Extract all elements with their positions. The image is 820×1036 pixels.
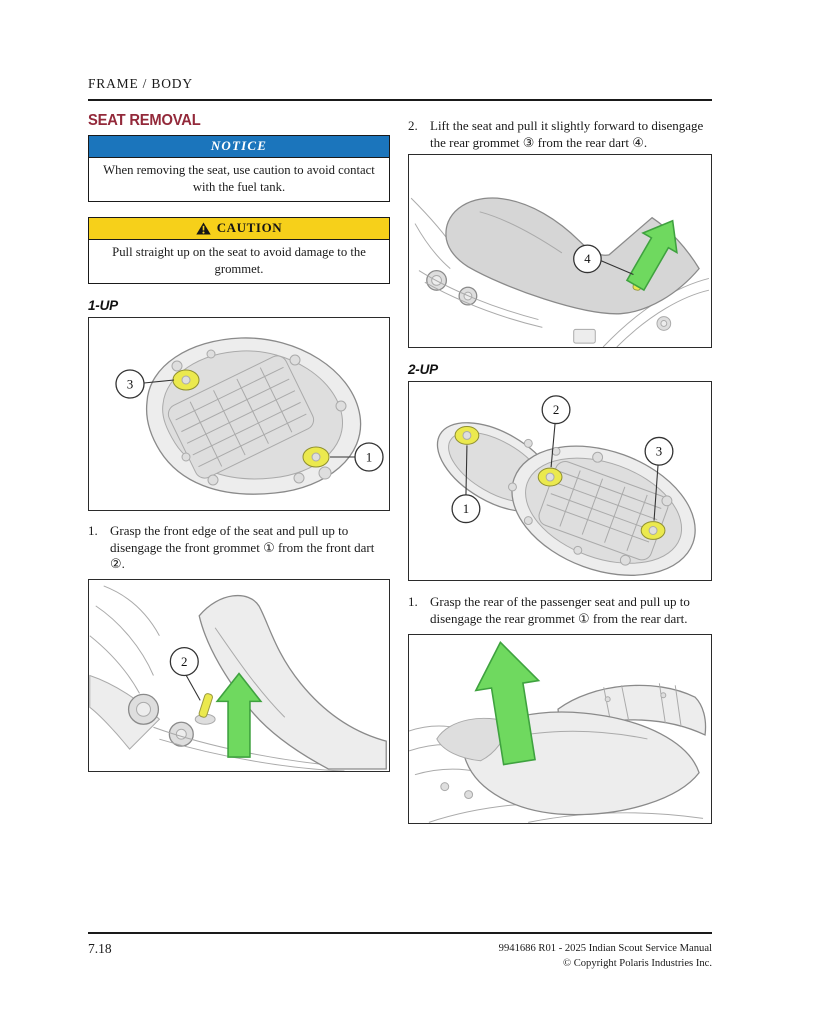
page-footer (88, 932, 712, 972)
step-1-front (88, 523, 390, 573)
seat-front-lift-illustration (89, 580, 389, 771)
figure-front-lift (88, 579, 390, 772)
two-up-seat-underside-illustration (409, 382, 711, 580)
caution-label: CAUTION (216, 220, 283, 235)
callout-number: 3 (655, 445, 663, 460)
footer-doc-line: 9941686 R01 - 2025 Indian Scout Service Manual (498, 943, 712, 954)
notice-box (88, 135, 390, 202)
figure-passenger-lift (408, 634, 712, 824)
section-title: SEAT REMOVAL (88, 112, 201, 129)
callout-number: 1 (462, 502, 470, 517)
notice-label: NOTICE (210, 138, 268, 153)
caution-box (88, 217, 390, 284)
caution-body: Pull straight up on the seat to avoid damage to the grommet. (112, 245, 366, 276)
seat-rear-lift-illustration (409, 155, 711, 347)
footer-publication-info (499, 941, 712, 972)
notice-body: When removing the seat, use caution to avoid contact with the fuel tank. (103, 163, 375, 194)
passenger-seat-lift-illustration (409, 635, 711, 823)
callout-number: 4 (584, 252, 591, 267)
step-number: 1. (408, 594, 418, 610)
seat-underside-illustration (89, 318, 389, 510)
notice-header (89, 136, 389, 158)
figure-2up-seat-underside (408, 381, 712, 581)
callout-number: 2 (552, 403, 560, 418)
subheading-1up: 1-UP (88, 298, 118, 313)
caution-header (89, 218, 389, 240)
right-column (408, 112, 712, 824)
warning-triangle-icon (196, 222, 211, 235)
callout-number: 1 (365, 449, 373, 465)
left-column (88, 112, 390, 824)
figure-rear-lift (408, 154, 712, 348)
step-text: Lift the seat and pull it slightly forward to disengage the rear grommet ③ from the rear dart ④. (430, 118, 704, 150)
step-number: 2. (408, 118, 418, 133)
front-dart (198, 693, 213, 718)
content-columns (88, 112, 712, 824)
callout-number: 2 (181, 653, 188, 669)
step-1-passenger (408, 594, 712, 627)
footer-copyright-line: © Copyright Polaris Industries Inc. (563, 958, 712, 970)
callout-number: 3 (126, 376, 134, 392)
page-header (88, 76, 712, 101)
step-number: 1. (88, 523, 98, 538)
figure-1up-seat-underside (88, 317, 390, 511)
step-text: Grasp the rear of the passenger seat and pull up to disengage the rear grommet ① from the rear dart. (430, 594, 690, 626)
page-number: 7.18 (88, 941, 112, 956)
subheading-2up: 2-UP (408, 362, 438, 378)
step-2-rear (408, 118, 712, 151)
step-text: Grasp the front edge of the seat and pull up to disengage the front grommet ① from the front dart ②. (110, 523, 375, 572)
chapter-title: FRAME / BODY (88, 76, 193, 91)
